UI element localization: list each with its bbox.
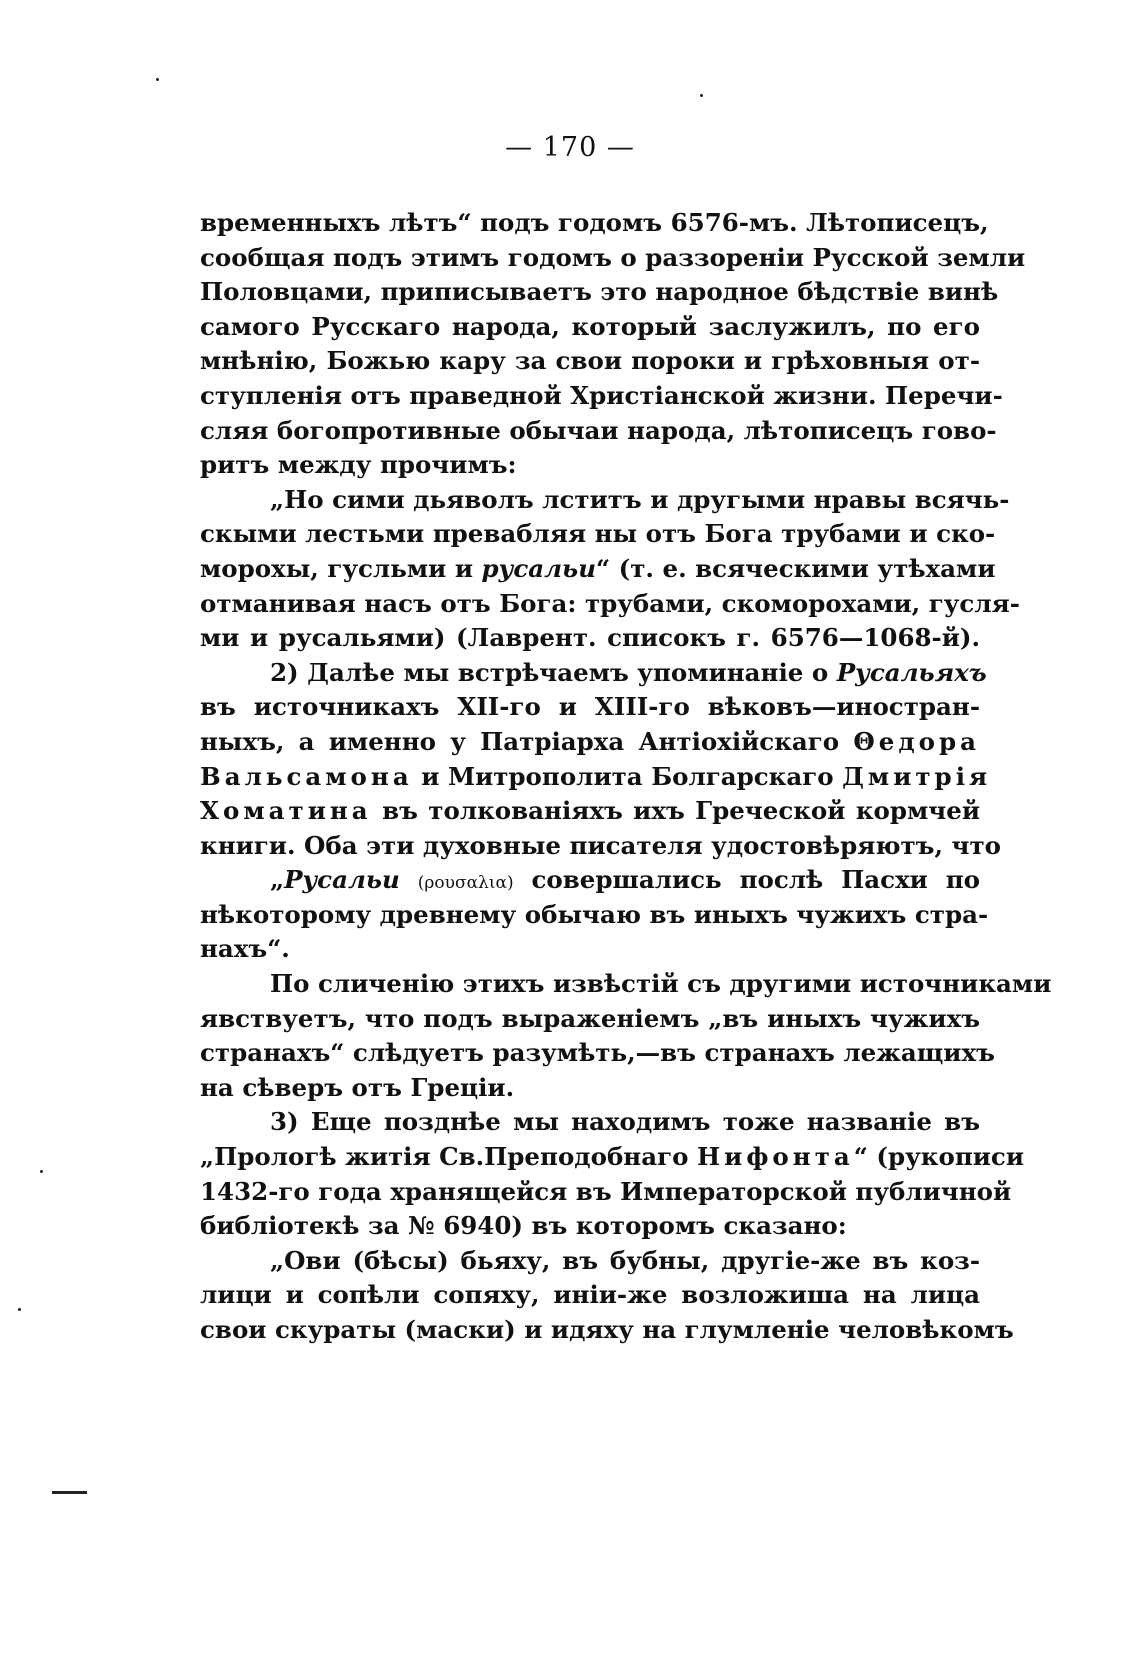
text-segment: „Прологѣ житія Св.Преподобнаго — [200, 1142, 697, 1172]
text-segment: морохы, гусльми и — [200, 553, 482, 583]
text-line: сляя богопротивные обычаи народа, лѣтописецъ гово- — [200, 415, 997, 445]
page-number: — 170 — — [505, 132, 635, 163]
text-segment: 2) Далѣе мы встрѣчаемъ упоминаніе о — [270, 657, 837, 687]
quote-line: „Ови (бѣсы) бьяху, въ бубны, другіе-же въ коз- — [270, 1245, 980, 1275]
quote-line: скыми лестьми превабляя ны отъ Бога трубами и ско- — [200, 519, 996, 549]
scan-speck — [700, 94, 703, 97]
quote-line: нѣкоторому древнему обычаю въ иныхъ чужихъ стра- — [200, 899, 989, 929]
text-line — [200, 760, 992, 795]
italic-term: Русальяхъ — [836, 657, 987, 687]
quote-line: нахъ“. — [200, 934, 290, 964]
text-segment: совершались послѣ Пасхи по — [513, 865, 980, 895]
text-segment: ныхъ, а именно у Патріарха Антіохійскаго — [200, 726, 854, 756]
text-line: По сличенію этихъ извѣстій съ другими источниками — [270, 969, 1052, 999]
margin-dash-mark — [52, 1491, 87, 1494]
text-line: мнѣнію, Божью кару за свои пороки и грѣховныя от- — [200, 346, 980, 376]
spaced-name: Нифонта — [697, 1142, 854, 1172]
quote-line: „Но сими дьяволъ лститъ и другыми нравы всячь- — [270, 484, 1010, 514]
scan-speck — [40, 1170, 43, 1173]
text-line: временныхъ лѣтъ“ подъ годомъ 6576-мъ. Лѣтописецъ, — [200, 208, 989, 237]
text-line: библіотекѣ за № 6940) въ которомъ сказано: — [200, 1211, 847, 1241]
text-line: самого Русскаго народа, который заслужилъ, по его — [200, 311, 980, 341]
italic-term: русальи — [481, 553, 597, 583]
italic-term: Русальи — [284, 865, 400, 895]
text-segment: и Митрополита Болгарскаго — [412, 761, 843, 791]
quote-line — [200, 552, 996, 587]
text-line: явствуетъ, что подъ выраженіемъ „въ иныхъ чужихъ — [200, 1003, 980, 1033]
greek-term: (ρουσαλια) — [417, 873, 514, 894]
text-line: 1432-го года хранящейся въ Императорской публичной — [200, 1176, 1012, 1206]
spaced-name: Хоматина — [200, 796, 372, 826]
text-line: странахъ“ слѣдуетъ разумѣть,—въ странахъ лежащихъ — [200, 1038, 995, 1068]
text-line: на сѣверъ отъ Греціи. — [200, 1072, 515, 1102]
text-line — [200, 1140, 1025, 1175]
quote-line: свои скураты (маски) и идяху на глумленіе человѣкомъ — [200, 1315, 1014, 1344]
text-line: въ источникахъ XII-го и XIII-го вѣковъ—иностран- — [200, 692, 980, 722]
text-segment: “ (т. е. всяческими утѣхами — [596, 553, 996, 583]
text-segment: “ (рукописи — [853, 1142, 1025, 1172]
scan-speck — [18, 1308, 21, 1311]
quote-line: лици и сопѣли сопяху, иніи-же возложиша на лица — [200, 1280, 980, 1310]
text-segment: „ — [270, 865, 285, 895]
text-segment: въ толкованіяхъ ихъ Греческой кормчей — [371, 796, 980, 826]
text-line — [200, 794, 980, 829]
text-line: отманивая насъ отъ Бога: трубами, скоморохами, гусля- — [200, 588, 1020, 618]
text-line — [200, 725, 980, 760]
spaced-name: Θедора — [853, 726, 980, 756]
text-line: 3) Еще позднѣе мы находимъ тоже названіе въ — [270, 1107, 980, 1137]
text-line: книги. Оба эти духовные писателя удостовѣряютъ, что — [200, 830, 1001, 860]
text-line: ми и русальями) (Лаврент. списокъ г. 6576—1068-й). — [200, 623, 980, 653]
text-line: Половцами, приписываетъ это народное бѣдствіе винѣ — [200, 277, 999, 307]
spaced-name: Вальсамона — [200, 761, 413, 791]
text-line: сообщая подъ этимъ годомъ о раззореніи Русской земли — [200, 242, 1026, 272]
quote-line — [200, 863, 980, 898]
scan-speck — [156, 78, 159, 81]
body-text — [200, 206, 1052, 1348]
text-line — [200, 656, 987, 691]
spaced-name: Дмитрія — [842, 761, 992, 791]
text-line: ритъ между прочимъ: — [200, 450, 517, 480]
text-line: ступленія отъ праведной Христіанской жизни. Перечи- — [200, 380, 1003, 410]
